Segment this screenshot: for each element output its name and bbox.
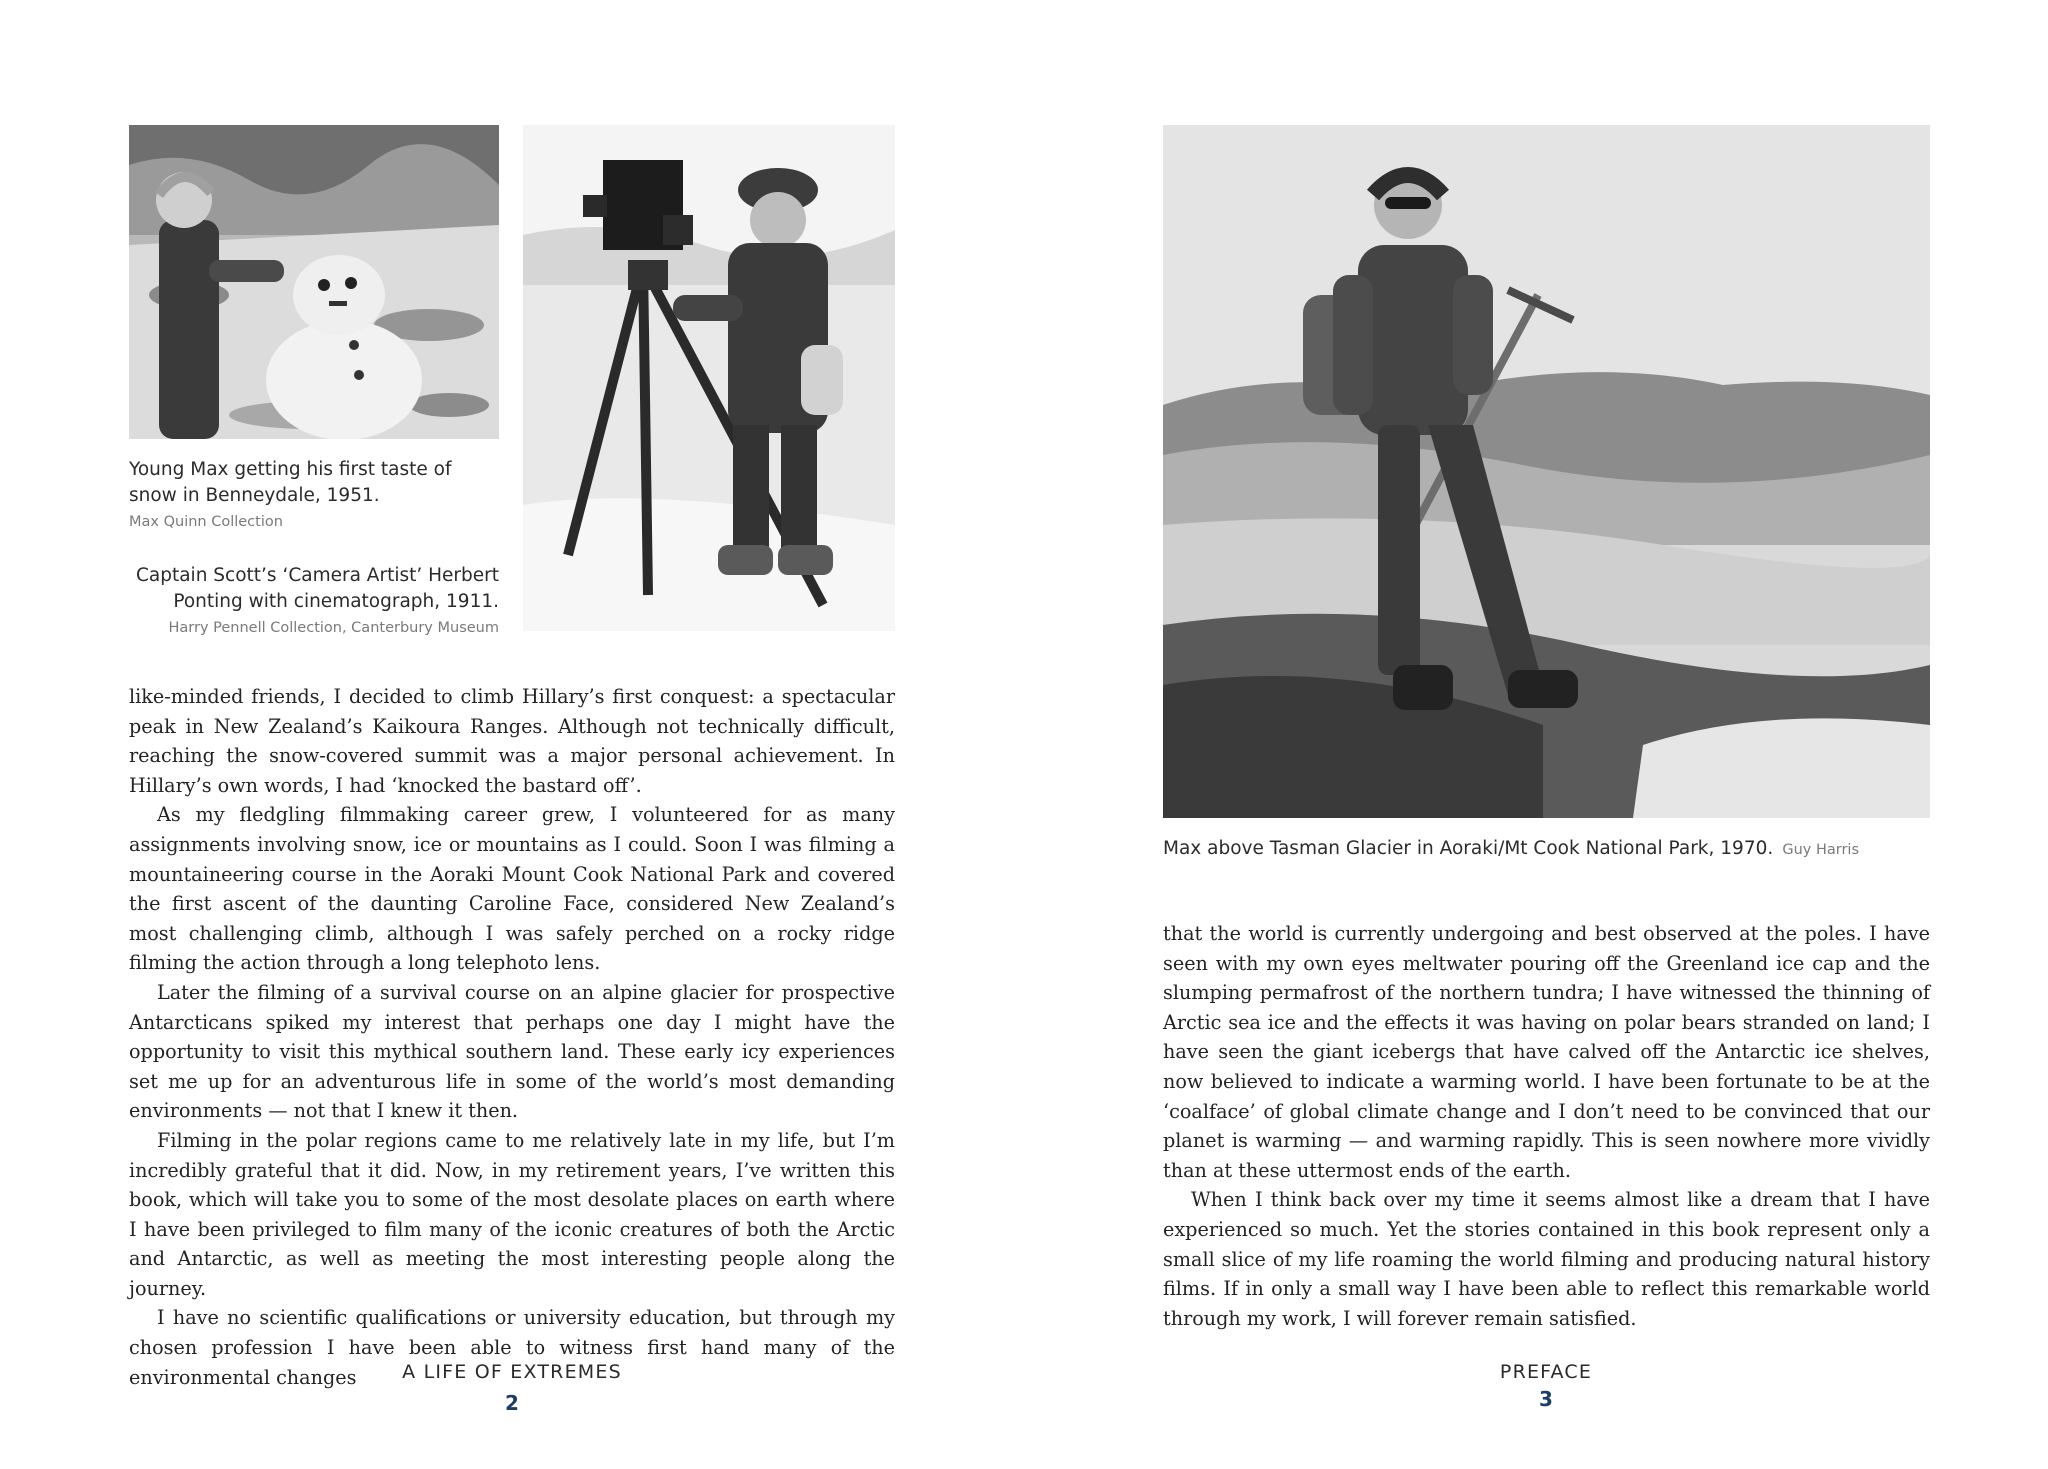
caption-ponting-title: Captain Scott’s ‘Camera Artist’ Herbert Ponting with cinematograph, 1911.: [135, 565, 499, 612]
paragraph: Filming in the polar regions came to me relatively late in my life, but I’m incredibly grateful that it did. Now, in my retirement years, I’ve written this book, which will take you to some of the most desolate places on earth where I have been privileged to film many of the iconic creatures of both the Arctic and Antarctic, as well as meeting the most interesting people along the journey.: [129, 1128, 895, 1300]
caption-young-max-title: Young Max getting his first taste of snow in Benneydale, 1951.: [129, 459, 452, 506]
page-number: 3: [1539, 1387, 1553, 1411]
photo-ponting-image: [523, 125, 895, 631]
photo-max-tasman-glacier: [1163, 125, 1930, 818]
caption-young-max-credit: Max Quinn Collection: [129, 514, 283, 530]
left-body-text: [129, 682, 895, 1392]
running-title: A LIFE OF EXTREMES: [402, 1361, 622, 1383]
page-number: 2: [505, 1391, 519, 1415]
paragraph: When I think back over my time it seems almost like a dream that I have experienced so much. Yet the stories contained in this book represent only a small slice of my life roaming the world filming and producing natural history films. If in only a small way I have been able to reflect this remarkable world through my work, I will forever remain satisfied.: [1163, 1188, 1930, 1330]
left-running-footer: [312, 1360, 712, 1417]
caption-max-title: Max above Tasman Glacier in Aoraki/Mt Cook National Park, 1970.: [1163, 838, 1774, 859]
caption-young-max: [129, 457, 499, 532]
caption-ponting: [129, 563, 499, 638]
running-title: PREFACE: [1499, 1361, 1593, 1383]
paragraph: As my fledgling filmmaking career grew, I volunteered for as many assignments involving snow, ice or mountains as I could. Soon I was filming a mountaineering course in the Aoraki Mount Cook National Park and covered the first ascent of the daunting Caroline Face, considered New Zealand’s most challenging climb, although I was safely perched on a rocky ridge filming the action through a long telephoto lens.: [129, 803, 895, 975]
photo-boy-snowman-image: [129, 125, 499, 439]
caption-ponting-credit: Harry Pennell Collection, Canterbury Museum: [168, 620, 499, 636]
photo-boy-snowman: [129, 125, 499, 439]
photo-max-image: [1163, 125, 1930, 818]
right-body-text: [1163, 919, 1930, 1333]
paragraph: Later the filming of a survival course on an alpine glacier for prospective Antarcticans spiked my interest that perhaps one day I might have the opportunity to visit this mythical southern land. These early icy experiences set me up for an adventurous life in some of the world’s most demanding environments — not that I knew it then.: [129, 980, 895, 1123]
caption-max-credit: Guy Harris: [1782, 842, 1859, 858]
paragraph: that the world is currently undergoing and best observed at the poles. I have seen with my own eyes meltwater pouring off the Greenland ice cap and the slumping permafrost of the northern tundra; I have witnessed the thinning of Arctic sea ice and the effects it was having on polar bears stranded on land; I have seen the giant icebergs that have calved off the Antarctic ice shelves, now believed to indicate a warming world. I have been fortunate to be at the ‘coalface’ of global climate change and I don’t need to be convinced that our planet is warming — and warming rapidly. This is seen nowhere more vividly than at these uttermost ends of the earth.: [1163, 922, 1930, 1182]
caption-max-glacier: [1163, 836, 1930, 862]
right-running-footer: [1346, 1360, 1746, 1413]
paragraph: like-minded friends, I decided to climb Hillary’s first conquest: a spectacular peak in New Zealand’s Kaikoura Ranges. Although not technically difficult, reaching the snow-covered summit was a major personal achievement. In Hillary’s own words, I had ‘knocked the bastard off’.: [129, 685, 895, 797]
paragraph: I have no scientific qualifications or university education, but through my chosen profession I have been able to witness first hand many of the environmental changes: [129, 1306, 895, 1389]
photo-ponting-cinematograph: [523, 125, 895, 631]
